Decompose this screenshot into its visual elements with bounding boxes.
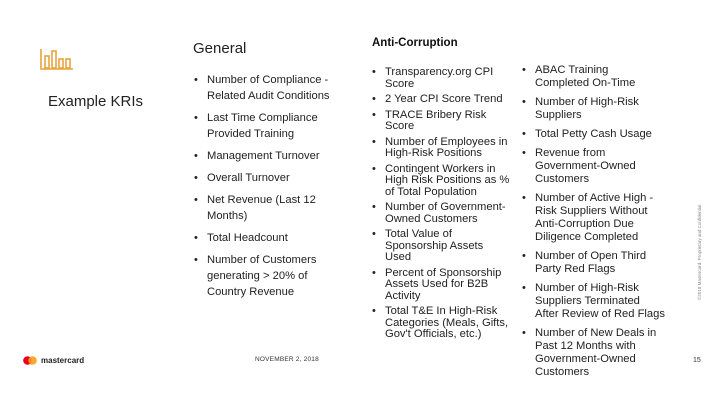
list-item: • Total Value of Sponsorship Assets Used (385, 229, 510, 264)
list-item: • Number of Government-Owned Customers (385, 202, 510, 225)
list-item: • Transparency.org CPI Score (385, 67, 510, 90)
list-item: • Number of High-Risk Suppliers Terminated After Review of Red Flags (535, 282, 665, 321)
anti-corruption-heading: Anti-Corruption (372, 37, 458, 49)
list-item: • Total T&E In High-Risk Categories (Meals, Gifts, Gov't Officials, etc.) (385, 306, 510, 341)
footer-date: NOVEMBER 2, 2018 (255, 356, 319, 363)
list-item: • Number of Compliance -Related Audit Conditions (207, 72, 342, 104)
list-item: • Number of Open Third Party Red Flags (535, 250, 665, 276)
list-item: • Number of Customers generating > 20% of Country Revenue (207, 252, 342, 300)
list-item: • Total Petty Cash Usage (535, 128, 665, 141)
list-item: • Total Headcount (207, 230, 342, 246)
confidentiality-note: ©2018 Mastercard. Proprietary and Confidential (697, 204, 702, 300)
list-item: • Number of New Deals in Past 12 Months with Government-Owned Customers (535, 327, 665, 379)
general-kri-list (207, 72, 342, 306)
list-item: • Number of High-Risk Suppliers (535, 96, 665, 122)
list-item: • Revenue from Government-Owned Customers (535, 147, 665, 186)
list-item: • Net Revenue (Last 12 Months) (207, 192, 342, 224)
list-item: • Number of Active High -Risk Suppliers Without Anti-Corruption Due Diligence Completed (535, 192, 665, 244)
list-item: • 2 Year CPI Score Trend (385, 94, 510, 106)
page-number: 15 (693, 357, 701, 364)
anti-corruption-kri-list-continued (535, 64, 665, 385)
list-item: • TRACE Bribery Risk Score (385, 110, 510, 133)
list-item: • Percent of Sponsorship Assets Used for B2B Activity (385, 268, 510, 303)
bar-chart-icon (40, 48, 74, 70)
example-kris-heading: Example KRIs (48, 93, 144, 110)
list-item: • Contingent Workers in High Risk Positions as % of Total Population (385, 164, 510, 199)
brand-name: mastercard (41, 356, 85, 365)
list-item: • ABAC Training Completed On-Time (535, 64, 665, 90)
general-heading: General (193, 40, 247, 57)
list-item: • Management Turnover (207, 148, 342, 164)
mastercard-logo-icon (23, 356, 37, 365)
anti-corruption-kri-list (385, 67, 510, 345)
list-item: • Overall Turnover (207, 170, 342, 186)
mastercard-logo (23, 356, 84, 365)
list-item: • Last Time Compliance Provided Training (207, 110, 342, 142)
list-item: • Number of Employees in High-Risk Positions (385, 137, 510, 160)
